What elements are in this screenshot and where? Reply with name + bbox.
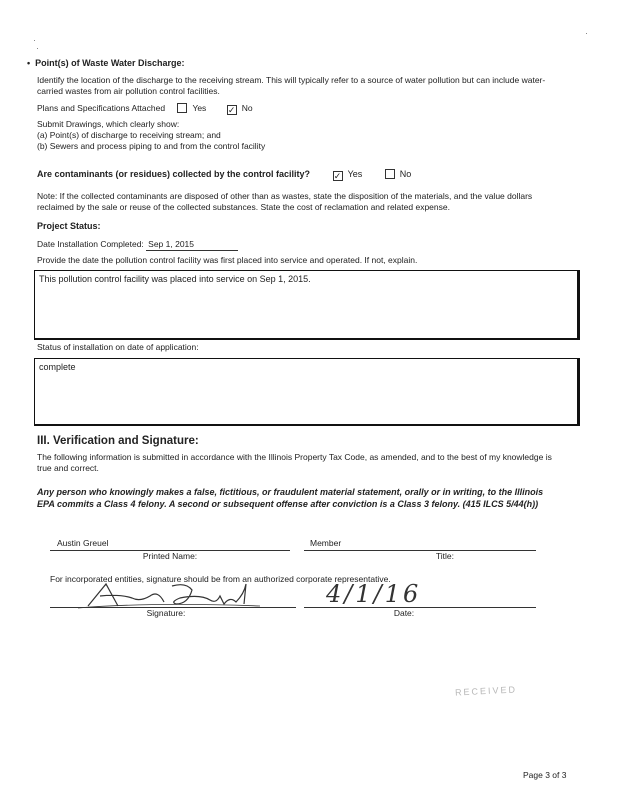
service-explanation-text: This pollution control facility was placed into service on Sep 1, 2015. bbox=[39, 274, 311, 284]
status-field[interactable] bbox=[34, 358, 580, 426]
project-status-heading: Project Status: bbox=[37, 221, 101, 231]
submit-line-2: (a) Point(s) of discharge to receiving stream; and bbox=[37, 130, 221, 140]
service-explanation-field[interactable] bbox=[34, 270, 580, 340]
submit-line-3: (b) Sewers and process piping to and from the control facility bbox=[37, 141, 266, 151]
contaminants-row bbox=[37, 169, 411, 181]
printed-name-value: Austin Greuel bbox=[57, 538, 109, 548]
plans-label: Plans and Specifications Attached bbox=[37, 103, 166, 113]
verification-statement: The following information is submitted in accordance with the Illinois Property Tax Code, as amended, and to the best of my knowledge is true and correct. bbox=[37, 452, 552, 473]
submit-line-1: Submit Drawings, which clearly show: bbox=[37, 119, 180, 129]
date-label: Date: bbox=[393, 608, 415, 618]
page-number: Page 3 of 3 bbox=[523, 770, 567, 780]
scan-speck bbox=[586, 33, 587, 34]
date-installed-row bbox=[37, 239, 238, 251]
contaminants-yes-label: Yes bbox=[347, 169, 363, 179]
contaminants-yes-checkbox[interactable]: ✓ bbox=[333, 171, 342, 181]
plans-no-label: No bbox=[241, 103, 253, 113]
plans-no-checkbox[interactable]: ✓ bbox=[227, 105, 236, 115]
scan-speck bbox=[37, 48, 38, 49]
bullet: • bbox=[27, 58, 31, 68]
contaminants-no-label: No bbox=[399, 169, 412, 179]
date-installed-value: Sep 1, 2015 bbox=[146, 239, 238, 251]
verification-heading: III. Verification and Signature: bbox=[37, 435, 199, 447]
signature-label: Signature: bbox=[146, 608, 186, 618]
discharge-intro: Identify the location of the discharge to the receiving stream. This will typically refer to a source of water pollution but can include water-carried wastes from air pollution control facilities. bbox=[37, 75, 546, 96]
contaminants-note: Note: If the collected contaminants are disposed of other than as wastes, state the disposition of the materials, and the value dollars reclaimed by the sale or reuse of the collected substances. State the cost of reclamation and related expense. bbox=[37, 191, 533, 212]
plans-yes-label: Yes bbox=[192, 103, 207, 113]
discharge-section bbox=[27, 58, 185, 69]
printed-name-label: Printed Name: bbox=[142, 551, 198, 561]
plans-yes-checkbox[interactable] bbox=[177, 103, 187, 113]
date-installed-label: Date Installation Completed: bbox=[37, 239, 144, 249]
scan-speck bbox=[34, 40, 35, 41]
submit-drawings bbox=[37, 119, 265, 152]
felony-warning: Any person who knowingly makes a false, fictitious, or fraudulent material statement, orally or in writing, to the Illinois EPA commits a Class 4 felony. A second or subsequent offense after conviction is a Class 3 felony. (415 ILCS 5/44(h)) bbox=[37, 487, 544, 509]
contaminants-question: Are contaminants (or residues) collected by the control facility? bbox=[37, 169, 311, 179]
status-label: Status of installation on date of application: bbox=[37, 342, 199, 352]
received-stamp: RECEIVED bbox=[454, 684, 518, 698]
discharge-heading: Point(s) of Waste Water Discharge: bbox=[35, 58, 185, 68]
date-handwritten: 4/1/16 bbox=[326, 580, 422, 608]
incorporated-note: For incorporated entities, signature should be from an authorized corporate representative. bbox=[50, 574, 391, 584]
title-value: Member bbox=[310, 538, 342, 548]
service-prompt: Provide the date the pollution control facility was first placed into service and operated. If not, explain. bbox=[37, 255, 418, 265]
contaminants-no-checkbox[interactable] bbox=[385, 169, 395, 179]
status-text: complete bbox=[39, 362, 76, 372]
plans-row bbox=[37, 103, 253, 115]
title-label: Title: bbox=[435, 551, 454, 561]
